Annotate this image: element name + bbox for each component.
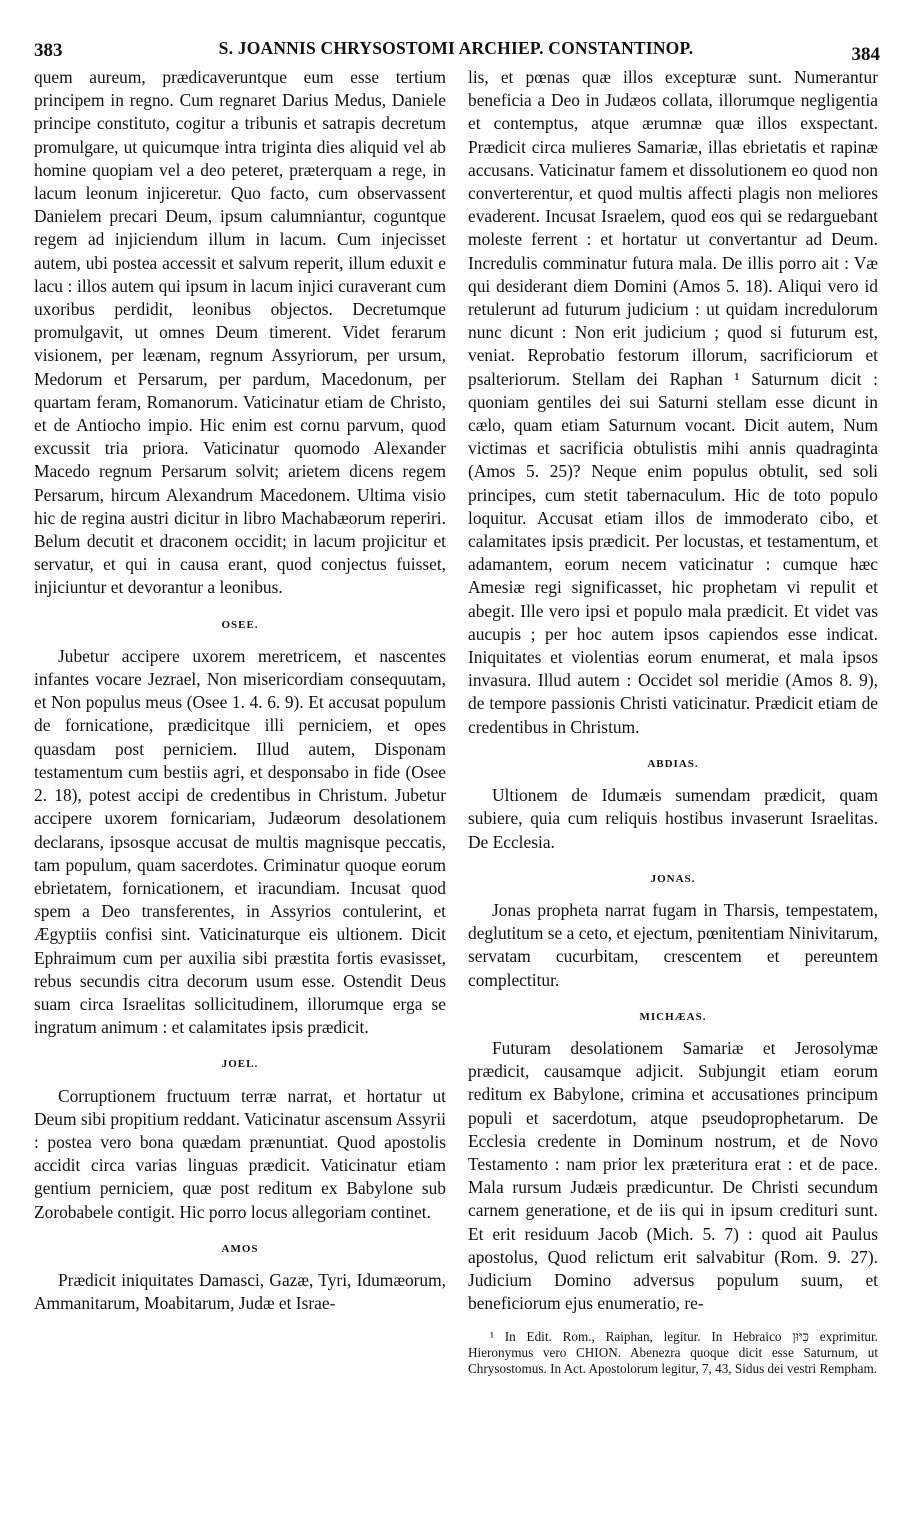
abdias-paragraph: Ultionem de Idumæis sumendam prædicit, quam subiere, quia cum reliquis hostibus invaserunt Israelitas. De Ecclesia. — [468, 785, 878, 852]
page-number-right: 384 — [851, 44, 880, 65]
daniel-continuation: quem aureum, prædicaveruntque eum esse tertium principem in regno. Cum regnaret Darius Medus, Daniele principe constituto, cogitur a tribunis et satrapis decretum promulgare, ut quicumque intra triginta dies aliquid vel ab homine quopiam vel a deo peteret, præterquam a rege, in lacum leonum injiceretur. Quo facto, cum observassent Danielem precari Deum, ipsum calumniantur, coguntque regem ad injiciendum illum in lacum. Cum injecisset autem, ubi postea accessit et salvum reperit, illum eduxit e lacu : illos autem qui ipsum in lacum injici curaverant cum uxoribus perdidit, leonibus objectos. Decretumque promulgavit, ut omnes Deum timerent. Videt ferarum visionem, per leænam, regnum Assyriorum, per ursum, Medorum et Persarum, per pardum, Macedonum, per quartam feram, Romanorum. Vaticinatur etiam de Christo, et de Antiocho impio. Hic enim est cornu parvum, quod excussit tria priora. Vaticinatur quomodo Alexander Macedo regnum Persarum solvit; arietem dicens regem Persarum, hircum Alexandrum Macedonem. Ultima visio hic de regina austri dicitur in libro Machabæorum reperiri. Belum decutit et draconem occidit; in lacum projicitur et servatur, et qui in causa erant, quod conjectus fuisset, injiciuntur et devorantur a leonibus. — [34, 67, 446, 598]
section-heading-amos: AMOS — [221, 1242, 259, 1255]
section-heading-jonas: JONAS. — [650, 872, 696, 885]
running-title: S. JOANNIS CHRYSOSTOMI ARCHIEP. CONSTANTINOP. — [218, 38, 694, 58]
footnote-1: ¹ In Edit. Rom., Raiphan, legitur. In Hebraico כִּיּוּן exprimitur. Hieronymus vero CHION. Abenezra quoque dicit esse Saturnum, ut Chrysostomus. In Act. Apostolorum legitur, 7, 43, Sidus dei vestri Rempham. — [468, 1329, 878, 1376]
footnotes — [468, 1329, 878, 1376]
michaeas-paragraph: Futuram desolationem Samariæ et Jerosolymæ prædicit, causamque adjicit. Subjungit etiam eorum reditum ex Babylone, crimina et accusationes principum populi et sacerdotum, atque pseudoprophetarum. De Ecclesia credente in Dominum nostrum, et de Novo Testamento : nam prior lex præteritura erat : et de pace. Mala rursum Judæis prædicuntur. De Christi secundum carnem generatione, et de iis qui in ipsum credituri sunt. Et erit residuum Jacob (Mich. 5. 7) : quod ait Paulus apostolus, Quod relictum erit salvabitur (Rom. 9. 27). Judicium Domino adversus populum suum, et beneficiorum ejus enumeratio, re- — [468, 1037, 878, 1314]
section-heading-abdias: ABDIAS. — [647, 757, 699, 770]
left-column — [34, 66, 446, 1315]
jonas-paragraph: Jonas propheta narrat fugam in Tharsis, tempestatem, deglutitum se a ceto, et ejectum, pœnitentiam Ninivitarum, servatam cucurbitam, crescentem et pereuntem complectitur. — [468, 899, 878, 990]
page-header — [30, 38, 882, 65]
section-heading-osee: OSEE. — [221, 618, 259, 631]
right-column — [468, 66, 878, 1376]
page-number-left: 383 — [34, 40, 63, 61]
section-heading-joel: JOEL. — [221, 1058, 259, 1071]
osee-paragraph: Jubetur accipere uxorem meretricem, et nascentes infantes vocare Jezrael, Non misericordiam consequutam, et Non populus meus (Osee 1. 4. 6. 9). Et accusat populum de fornicatione, prædicitque illi perniciem, et opes quasdam post perniciem. Illud autem, Disponam testamentum cum bestiis agri, et desponsabo in fide (Osee 2. 18), potest accipi de credentibus in Christum. Jubetur accipere uxorem fornicariam, Judæorum desolationem declarans, ipsosque accusat de multis magnisque peccatis, tam populum, quam sacerdotes. Criminatur quoque eorum ebrietatem, fornicationem, et iracundiam. Incusat quod spem a Deo transferentes, in Assyrios contulerint, et Ægyptiis confisi sint. Vaticinaturque eis ultionem. Dicit Ephraimum cum per auxilia sibi præstita fortis evasisset, rebus secundis citra decorum usum esse. Ostendit Deus suam circa Israelitas sollicitudinem, illorumque erga se ingratum animum : et calamitates ipsis prædicit. — [34, 645, 446, 1038]
joel-paragraph: Corruptionem fructuum terræ narrat, et hortatur ut Deum sibi propitium reddant. Vaticinatur ascensum Assyrii : postea vero bona quædam prænuntiat. Quod apostolis accidit circa varias linguas prædicit. Vaticinatur etiam gentium perniciem, quæ post reditum ex Babylone sub Zorobabele contigit. Hic porro locus allegoriam continet. — [34, 1085, 446, 1222]
amos-paragraph: Prædicit iniquitates Damasci, Gazæ, Tyri, Idumæorum, Ammanitarum, Moabitarum, Judæ et Israe- — [34, 1269, 446, 1314]
section-heading-michaeas: MICHÆAS. — [639, 1010, 707, 1023]
amos-continuation: lis, et pœnas quæ illos excepturæ sunt. Numerantur beneficia a Deo in Judæos collata, illorumque negligentia et contemptus, atque ærumnæ quæ illos exspectant. Prædicit circa mulieres Samariæ, illas ebrietatis et rapinæ accusans. Vaticinatur famem et dissolutionem eo quod non converterentur, et quod multis affecti plagis non meliores evaderent. Incusat Israelem, quod eos qui se redarguebant moleste ferrent : et hortatur ut convertantur ad Deum. Incredulis comminatur futura mala. De illis porro ait : Væ qui desiderant diem Domini (Amos 5. 18). Aliqui vero id retulerunt ad futurum judicium : ut quidam incredulorum nunc dicunt : Non erit judicium ; quod si futurum est, veniat. Reprobatio festorum illorum, sacrificiorum et psalteriorum. Stellam dei Raphan ¹ Saturnum dicit : quoniam gentiles dei sui Saturni stellam esse dicunt in cælo, quam etiam Saturnum vocant. Dicit autem, Num victimas et sacrificia obtulistis mihi annis quadraginta (Amos 5. 25)? Neque enim populus obtulit, sed soli principes, cum stetit tabernaculum. Hic de toto populo loquitur. Accusat etiam illos de immoderato cibo, et calamitates ipsis prædicit. Per locustas, et testamentum, et adamantem, eorum necem vaticinatur : cumque hæc Amesiæ regi significasset, hic prophetam vi repulit et abegit. Ille vero ipsi et populo mala prædicit. Et videt vas aucupis ; per hoc autem ipsos capiendos esse indicat. Iniquitates et violentias eorum enumerat, et mala ipsos invasura. Illud autem : Occidet sol meridie (Amos 8. 9), de tempore passionis Christi vaticinatur. Prædicit etiam de credentibus in Christum. — [468, 67, 878, 737]
